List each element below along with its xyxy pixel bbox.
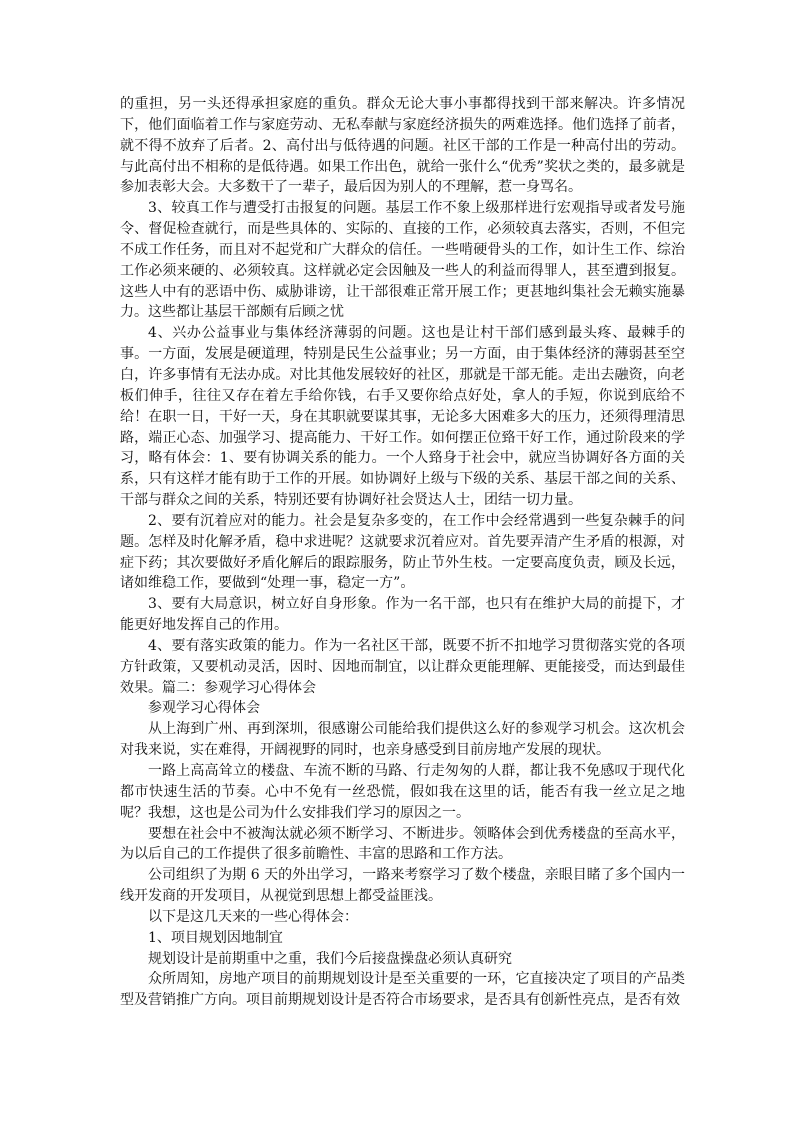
paragraph-15: 众所周知，房地产项目的前期规划设计是至关重要的一环，它直接决定了项目的产品类型及营销推广方向。项目前期规划设计是否符合市场要求，是否具有创新性亮点，是否有效 — [120, 971, 685, 1009]
paragraph-9: 一路上高高耸立的楼盘、车流不断的马路、行走匆匆的人群，都让我不免感叹于现代化都市快速生活的节奏。心中不免有一丝恐慌，假如我在这里的话，能否有我一丝立足之地呢？我想，这也是公司为什么安排我们学习的原因之一。 — [120, 763, 685, 821]
section-title: 参观学习心得体会 — [148, 700, 260, 717]
paragraph-3: 4、兴办公益事业与集体经济薄弱的问题。这也是让村干部们感到最头疼、最棘手的事。一方面，发展是硬道理，特别是民生公益事业；另一方面，由于集体经济的薄弱甚至空白，许多事情有无法办成。对比其他发展较好的社区，那就是干部无能。走出去融资，向老板们伸手，往往又存在着左手给你钱，右手又要你给点好处，拿人的手短，你说到底给不给！在职一日，干好一天，身在其职就要谋其事，无论多大困难多大的压力，还须得理清思路，端正心态、加强学习、提高能力、干好工作。如何摆正位臵干好工作，通过阶段来的学习，略有体会：1、要有协调关系的能力。一个人臵身于社会中，就应当协调好各方面的关系，只有这样才能有助于工作的开展。如协调好上级与下级的关系、基层干部之间的关系、干部与群众之间的关系，特别还要有协调好社会贤达人士，团结一切力量。 — [120, 325, 685, 509]
paragraph-4: 2、要有沉着应对的能力。社会是复杂多变的，在工作中会经常遇到一些复杂棘手的问题。怎样及时化解矛盾，稳中求进呢？这就要求沉着应对。首先要弄清产生矛盾的根源，对症下药；其次要做好矛盾化解后的跟踪服务，防止节外生枝。一定要高度负责，顾及长远，诸如维稳工作，要做到“处理一事，稳定一方”。 — [120, 512, 685, 592]
subheading-1: 1、项目规划因地制宜 — [148, 929, 283, 946]
paragraph-14: 规划设计是前期重中之重，我们今后接盘操盘必须认真研究 — [148, 950, 512, 967]
paragraph-12: 以下是这几天来的一些心得体会： — [148, 908, 358, 925]
paragraph-8: 从上海到广州、再到深圳，很感谢公司能给我们提供这么好的参观学习机会。这次机会对我来说，实在难得，开阔视野的同时，也亲身感受到目前房地产发展的现状。 — [120, 721, 685, 759]
paragraph-6: 4、要有落实政策的能力。作为一名社区干部，既要不折不扣地学习贯彻落实党的各项方针政策，又要机动灵活，因时、因地而制宜，以让群众更能理解、更能接受，而达到最佳效果。篇二：参观学习心得体会 — [120, 637, 685, 696]
paragraph-10: 要想在社会中不被淘汰就必须不断学习、不断进步。领略体会到优秀楼盘的至高水平，为以后自己的工作提供了很多前瞻性、丰富的思路和工作方法。 — [120, 825, 685, 863]
paragraph-5: 3、要有大局意识，树立好自身形象。作为一名干部，也只有在维护大局的前提下，才能更好地发挥自己的作用。 — [120, 596, 685, 634]
document-body — [120, 94, 685, 1011]
paragraph-11: 公司组织了为期 6 天的外出学习，一路来考察学习了数个楼盘，亲眼目睹了多个国内一线开发商的开发项目，从视觉到思想上都受益匪浅。 — [120, 867, 685, 905]
paragraph-1: 的重担，另一头还得承担家庭的重负。群众无论大事小事都得找到干部来解决。许多情况下，他们面临着工作与家庭劳动、无私奉献与家庭经济损失的两难选择。他们选择了前者，就不得不放弃了后者。2、高付出与低待遇的问题。社区干部的工作是一种高付出的劳动。与此高付出不相称的是低待遇。如果工作出色，就给一张什么“优秀”奖状之类的，最多就是参加表彰大会。大多数干了一辈子，最后因为别人的不理解，惹一身骂名。 — [120, 96, 685, 196]
paragraph-2: 3、较真工作与遭受打击报复的问题。基层工作不象上级那样进行宏观指导或者发号施令、督促检查就行，而是些具体的、实际的、直接的工作，必须较真去落实，否则，不但完不成工作任务，而且对不起党和广大群众的信任。一些啃硬骨头的工作，如计生工作、综治工作必须来硬的、必须较真。这样就必定会因触及一些人的利益而得罪人，甚至遭到报复。这些人中有的恶语中伤、威胁诽谤，让干部很难正常开展工作；更甚地纠集社会无赖实施暴力。这些都让基层干部颇有后顾之忧 — [120, 200, 685, 321]
